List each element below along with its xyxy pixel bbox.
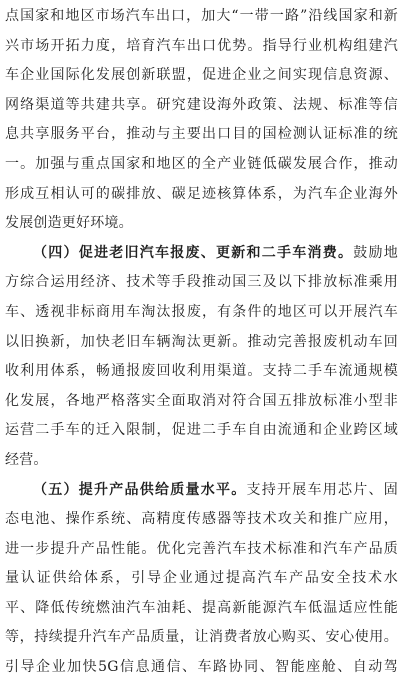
section-heading: （五）提升产品供给质量水平。 [33,481,247,498]
text-line: 车企业国际化发展创新联盟，促进企业之间实现信息资源、 [5,67,398,84]
text-line: 引导企业加快5G信息通信、车路协同、智能座舱、自动驾 [5,659,398,676]
text-line: 网络渠道等共建共享。研究建设海外政策、法规、标准等信 [5,96,398,113]
paragraph-vehicle-scrapping [5,239,398,476]
text-line: 化发展，各地严格落实全面取消对符合国五排放标准小型非 [5,392,398,409]
text-line: 方综合运用经济、技术等手段推动国三及以下排放标准乘用 [5,274,398,291]
paragraph-export [5,2,398,239]
paragraph-product-quality [5,476,398,683]
text-line: 进一步提升产品性能。优化完善汽车技术标准和汽车产品质 [5,540,398,557]
paragraph-first-line [5,476,398,506]
text-line: 点国家和地区市场汽车出口，加大“一带一路”沿线国家和新 [5,8,398,24]
text-line: 息共享服务平台，推动与主要出口目的国检测认证标准的统 [5,126,398,143]
text-line: 运营二手车的迁入限制，促进二手车自由流通和企业跨区域 [5,422,398,439]
text-line: 以旧换新，加快老旧车辆淘汰更新。推动完善报废机动车回 [5,333,398,350]
section-heading: （四）促进老旧汽车报废、更新和二手车消费。 [33,244,354,261]
text-line: 收利用体系，畅通报废回收利用渠道。支持二手车流通规模 [5,363,398,380]
text-line: 形成互相认可的碳排放、碳足迹核算体系，为汽车企业海外 [5,185,398,202]
text-line: 等，持续提升汽车产品质量，让消费者放心购买、安心使用。 [5,629,398,646]
text-line: 兴市场开拓力度，培育汽车出口优势。指导行业机构组建汽 [5,37,398,54]
text-line: 经营。 [5,451,48,468]
paragraph-first-line [5,239,398,269]
text-line: 平、降低传统燃油汽车油耗、提高新能源汽车低温适应性能 [5,599,398,616]
text-line: 车、透视非标商用车淘汰报废，有条件的地区可以开展汽车 [5,303,398,320]
text-line: 态电池、操作系统、高精度传感器等技术攻关和推广应用， [5,511,398,528]
text-line: 量认证供给体系，引导企业通过提高汽车产品安全技术水 [5,570,398,587]
text-line: 一。加强与重点国家和地区的全产业链低碳发展合作，推动 [5,155,398,172]
text-line: 发展创造更好环境。 [5,215,133,232]
text-run: 鼓励地 [353,244,398,261]
text-run: 支持开展车用芯片、固 [246,481,398,498]
